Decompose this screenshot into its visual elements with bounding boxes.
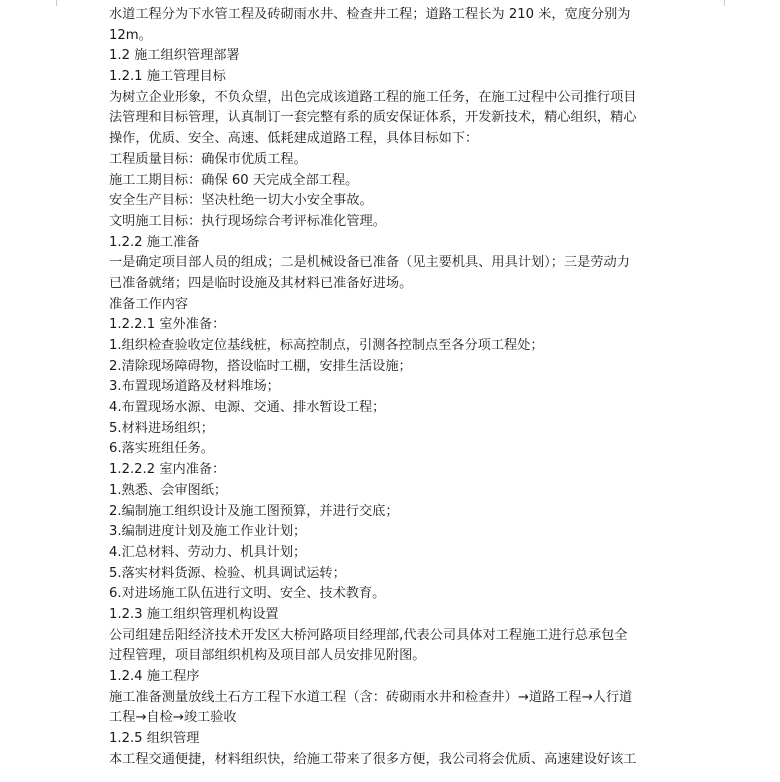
paragraph-line: 工程→自检→竣工验收 [109, 710, 237, 726]
paragraph-line: 已准备就绪；四是临时设施及其材料已准备好进场。 [109, 275, 413, 291]
list-item: 4.汇总材料、劳动力、机具计划； [109, 544, 307, 560]
paragraph-line: 法管理和目标管理，认真制订一套完整有系的质安保证体系，开发新技术，精心组织，精心 [109, 110, 637, 126]
section-heading: 1.2 施工组织管理部署 [109, 48, 240, 64]
paragraph-line: 12m。 [109, 27, 152, 43]
paragraph-line: 准备工作内容 [109, 296, 189, 312]
paragraph-line: 本工程交通便捷，材料组织快，给施工带来了很多方便，我公司将会优质、高速建设好该工 [109, 751, 637, 767]
list-item: 5.材料进场组织； [109, 420, 214, 436]
list-item: 2.清除现场障碍物，搭设临时工棚，安排生活设施； [109, 358, 412, 374]
paragraph-line: 为树立企业形象，不负众望，出色完成该道路工程的施工任务，在施工过程中公司推行项目 [109, 89, 637, 105]
list-item: 1.组织检查验收定位基线桩，标高控制点，引测各控制点至各分项工程处； [109, 338, 544, 353]
list-item: 3.编制进度计划及施工作业计划； [109, 524, 307, 540]
list-item: 2.编制施工组织设计及施工图预算，并进行交底； [109, 503, 399, 519]
list-item: 5.落实材料货源、检验、机具调试运转； [109, 565, 346, 581]
list-item: 6.对进场施工队伍进行文明、安全、技术教育。 [109, 586, 386, 602]
page-corner-mark-right [724, 0, 725, 6]
paragraph-line: 操作，优质、安全、高速、低耗建成道路工程，具体目标如下： [109, 131, 479, 147]
paragraph-line: 公司组建岳阳经济技术开发区大桥河路项目经理部,代表公司具体对工程施工进行总承包全 [109, 627, 628, 643]
paragraph-line: 一是确定项目部人员的组成；二是机械设备已准备（见主要机具、用具计划）；三是劳动力 [109, 255, 630, 271]
paragraph-line: 工程质量目标：确保市优质工程。 [109, 151, 307, 167]
section-heading: 1.2.3 施工组织管理机构设置 [109, 606, 279, 622]
section-heading: 1.2.2.2 室内准备： [109, 462, 226, 478]
document-body [109, 5, 669, 770]
list-item: 3.布置现场道路及材料堆场； [109, 379, 280, 395]
paragraph-line: 施工准备测量放线土石方工程下水道工程（含：砖砌雨水井和检查井）→道路工程→人行道 [109, 689, 633, 705]
paragraph-line: 施工工期目标：确保 60 天完成全部工程。 [109, 172, 359, 188]
paragraph-line: 水道工程分为下水管工程及砖砌雨水井、检查井工程；道路工程长为 210 米，宽度分别为 [109, 7, 631, 22]
section-heading: 1.2.2 施工准备 [109, 234, 200, 250]
list-item: 6.落实班组任务。 [109, 441, 214, 457]
paragraph-line: 过程管理，项目部组织机构及项目部人员安排见附图。 [109, 648, 426, 664]
section-heading: 1.2.2.1 室外准备： [109, 317, 226, 333]
list-item: 1.熟悉、会审图纸； [109, 482, 228, 498]
section-heading: 1.2.1 施工管理目标 [109, 69, 226, 85]
section-heading: 1.2.5 组织管理 [109, 731, 200, 747]
page-corner-mark-left [56, 0, 57, 6]
paragraph-line: 文明施工目标：执行现场综合考评标准化管理。 [109, 213, 386, 229]
section-heading: 1.2.4 施工程序 [109, 669, 200, 684]
paragraph-line: 安全生产目标：坚决杜绝一切大小安全事故。 [109, 193, 373, 209]
list-item: 4.布置现场水源、电源、交通、排水暂设工程； [109, 400, 386, 416]
